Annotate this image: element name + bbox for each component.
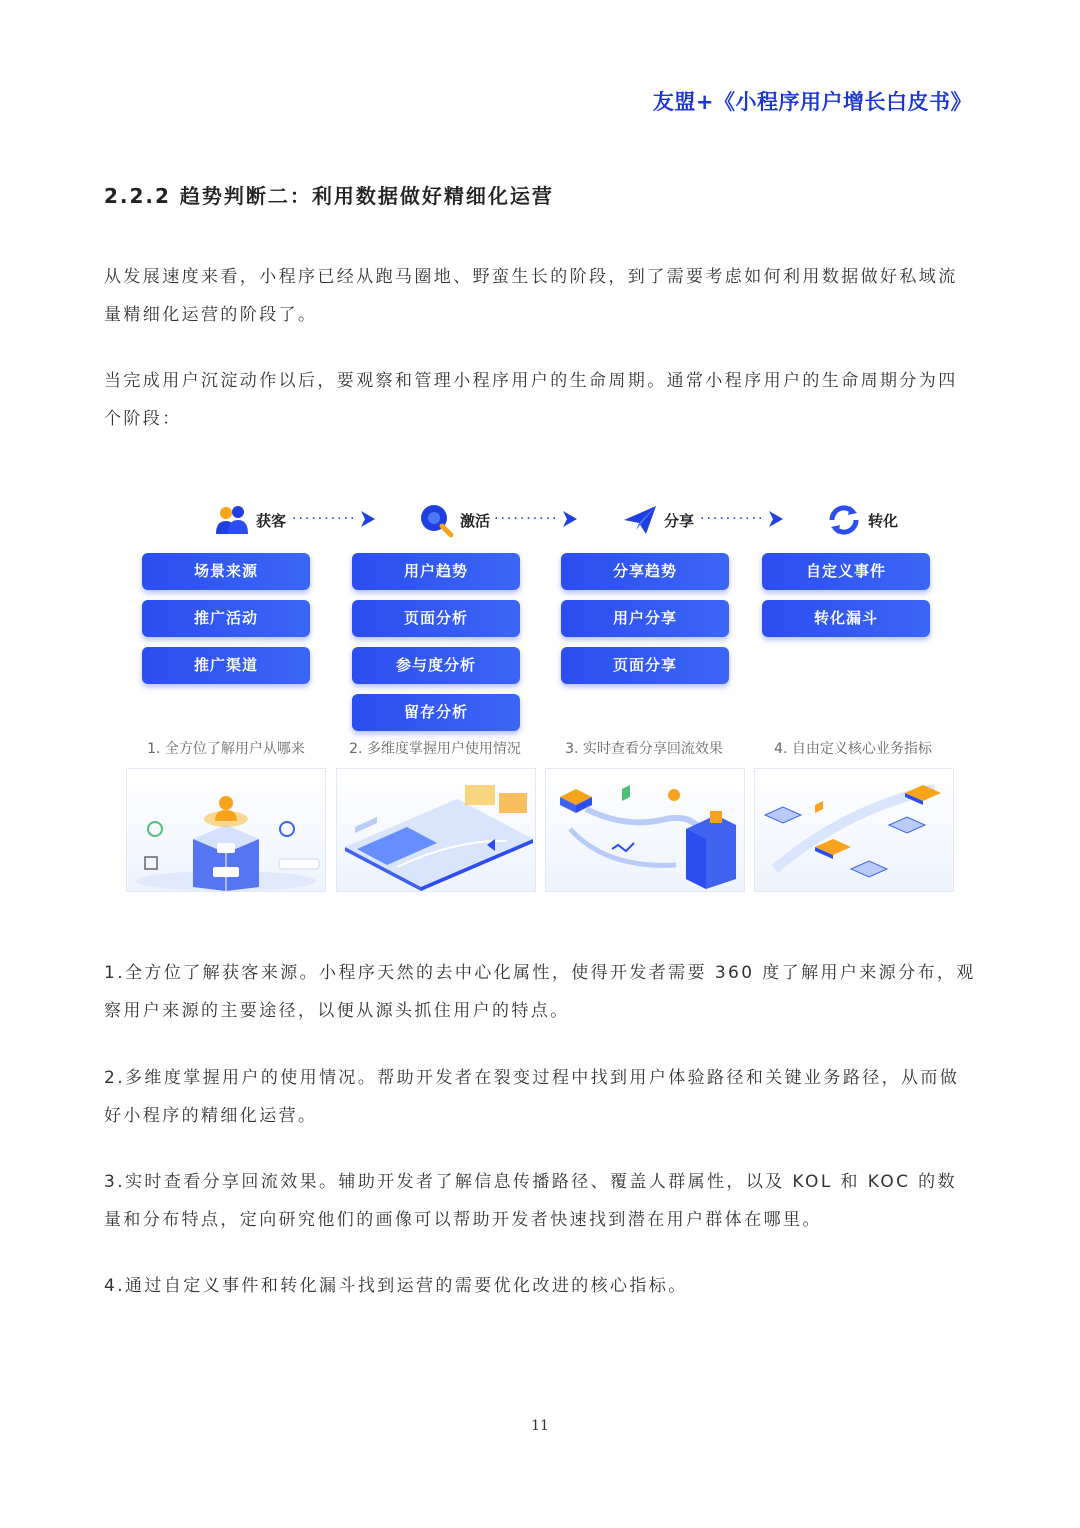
stage-header-activate bbox=[418, 500, 490, 540]
chevron-right-icon bbox=[359, 509, 377, 529]
paragraph-point-1: 1.全方位了解获客来源。小程序天然的去中心化属性，使得开发者需要 360 度了解用户来源分布，观察用户来源的主要途径，以便从源头抓住用户的特点。 bbox=[104, 963, 976, 1021]
search-icon bbox=[418, 502, 454, 538]
stage-label: 转化 bbox=[868, 511, 899, 530]
paragraph-point-3: 3.实时查看分享回流效果。辅助开发者了解信息传播路径、覆盖人群属性，以及 KOL 和 KOC 的数量和分布特点，定向研究他们的画像可以帮助开发者快速找到潜在用户群体在哪里。 bbox=[104, 1172, 957, 1230]
section-title: 2.2.2 趋势判断二：利用数据做好精细化运营 bbox=[104, 184, 554, 208]
stage-label: 获客 bbox=[256, 511, 287, 530]
flow-connector: ·········· bbox=[292, 508, 377, 530]
stage-header-share bbox=[622, 500, 694, 540]
stage-label: 分享 bbox=[664, 511, 695, 530]
metric-button[interactable]: 参与度分析 bbox=[352, 647, 520, 684]
metric-button[interactable]: 推广渠道 bbox=[142, 647, 310, 684]
metric-button[interactable]: 分享趋势 bbox=[561, 553, 729, 590]
metric-button[interactable]: 推广活动 bbox=[142, 600, 310, 637]
header-title: 友盟+《小程序用户增长白皮书》 bbox=[652, 90, 972, 114]
illustration-share bbox=[545, 768, 745, 892]
chevron-right-icon bbox=[561, 509, 579, 529]
stage-header-acquire bbox=[214, 500, 286, 540]
illustration-acquire bbox=[126, 768, 326, 892]
stage-caption: 1. 全方位了解用户从哪来 bbox=[147, 741, 305, 757]
metric-button[interactable]: 转化漏斗 bbox=[762, 600, 930, 637]
metric-button[interactable]: 页面分析 bbox=[352, 600, 520, 637]
paragraph-point-2: 2.多维度掌握用户的使用情况。帮助开发者在裂变过程中找到用户体验路径和关键业务路径，从而做好小程序的精细化运营。 bbox=[104, 1068, 960, 1126]
illustration-activate bbox=[336, 768, 536, 892]
stage-caption: 2. 多维度掌握用户使用情况 bbox=[349, 741, 521, 757]
metric-button[interactable]: 自定义事件 bbox=[762, 553, 930, 590]
flow-connector: ·········· bbox=[700, 508, 785, 530]
metric-button[interactable]: 场景来源 bbox=[142, 553, 310, 590]
metric-button[interactable]: 用户分享 bbox=[561, 600, 729, 637]
stage-header-convert bbox=[826, 500, 898, 540]
paragraph-intro: 从发展速度来看，小程序已经从跑马圈地、野蛮生长的阶段，到了需要考虑如何利用数据做好私域流量精细化运营的阶段了。 bbox=[104, 267, 958, 325]
metric-button[interactable]: 用户趋势 bbox=[352, 553, 520, 590]
users-icon bbox=[214, 502, 250, 538]
flow-connector: ·········· bbox=[494, 508, 579, 530]
stage-caption: 4. 自由定义核心业务指标 bbox=[774, 741, 932, 757]
stage-label: 激活 bbox=[460, 511, 491, 530]
stage-caption: 3. 实时查看分享回流效果 bbox=[565, 741, 723, 757]
refresh-icon bbox=[826, 502, 862, 538]
chevron-right-icon bbox=[767, 509, 785, 529]
page-number: 11 bbox=[531, 1418, 549, 1434]
metric-button[interactable]: 留存分析 bbox=[352, 694, 520, 731]
lifecycle-diagram bbox=[0, 490, 1080, 910]
paper-plane-icon bbox=[622, 502, 658, 538]
paragraph-point-4: 4.通过自定义事件和转化漏斗找到运营的需要优化改进的核心指标。 bbox=[104, 1276, 688, 1296]
paragraph-lifecycle: 当完成用户沉淀动作以后，要观察和管理小程序用户的生命周期。通常小程序用户的生命周期分为四个阶段： bbox=[104, 371, 958, 429]
illustration-convert bbox=[754, 768, 954, 892]
metric-button[interactable]: 页面分享 bbox=[561, 647, 729, 684]
